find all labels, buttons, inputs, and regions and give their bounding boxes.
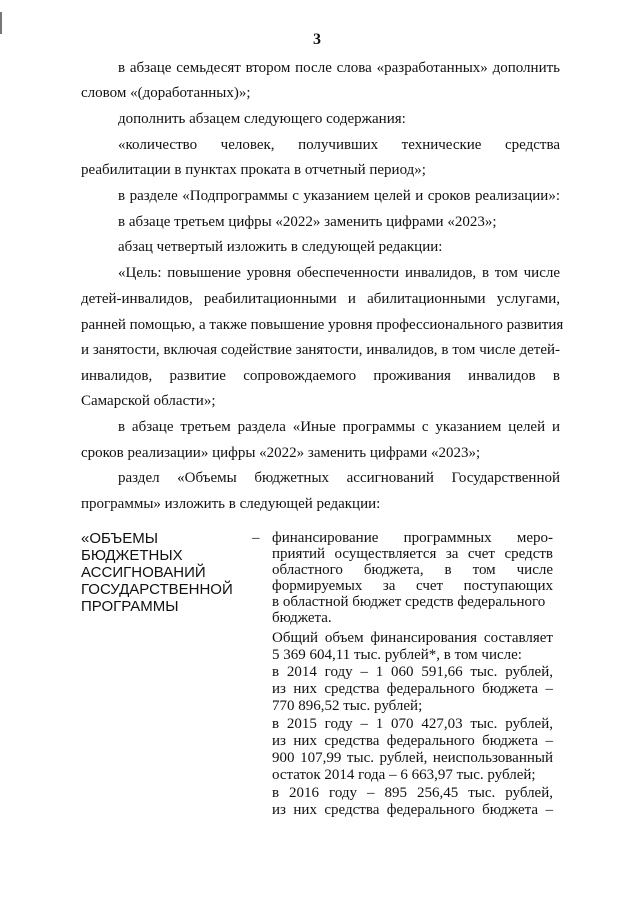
table-line: из них средства федерального бюджета – — [272, 802, 553, 818]
caption-line: АССИГНОВАНИЙ — [81, 564, 206, 581]
paragraph-line: Самарской области»; — [81, 393, 216, 409]
table-line: формируемых за счет поступающих — [272, 578, 553, 594]
paragraph-line: программы» изложить в следующей редакции: — [81, 496, 381, 512]
table-line: 5 369 604,11 тыс. рублей*, в том числе: — [272, 647, 522, 663]
table-line: областного бюджета, в том числе — [272, 562, 553, 578]
paragraph-line: словом «(доработанных)»; — [81, 85, 251, 101]
paragraph-line: «количество человек, получивших технические средства — [118, 137, 560, 153]
paragraph-line: детей-инвалидов, реабилитационными и абилитационными услугами, — [81, 291, 560, 307]
table-line: в 2014 году – 1 060 591,66 тыс. рублей, — [272, 664, 553, 680]
table-line: финансирование программных меро- — [272, 530, 553, 546]
paragraph-line: реабилитации в пунктах проката в отчетный период»; — [81, 162, 426, 178]
table-caption — [81, 530, 251, 615]
table-line: из них средства федерального бюджета – — [272, 681, 553, 697]
table-line: бюджета. — [272, 610, 332, 626]
table-line: приятий осуществляется за счет средств — [272, 546, 553, 562]
caption-line: «ОБЪЕМЫ — [81, 530, 159, 547]
paragraph-line: в абзаце третьем раздела «Иные программы с указанием целей и — [118, 419, 560, 435]
table-dash: – — [252, 530, 260, 546]
table-line: остаток 2014 года – 6 663,97 тыс. рублей; — [272, 767, 536, 783]
table-line: из них средства федерального бюджета – — [272, 733, 553, 749]
table-line: в 2016 году – 895 256,45 тыс. рублей, — [272, 785, 553, 801]
scan-margin-mark — [0, 12, 2, 34]
table-line: в областной бюджет средств федерального — [272, 594, 546, 610]
paragraph-line: раздел «Объемы бюджетных ассигнований Государственной — [118, 470, 560, 486]
paragraph-line: в абзаце семьдесят втором после слова «разработанных» дополнить — [118, 60, 560, 76]
caption-line: БЮДЖЕТНЫХ — [81, 547, 183, 564]
table-line: в 2015 году – 1 070 427,03 тыс. рублей, — [272, 716, 553, 732]
paragraph-line: абзац четвертый изложить в следующей редакции: — [118, 239, 443, 255]
table-line: 770 896,52 тыс. рублей; — [272, 698, 423, 714]
paragraph-line: и занятости, включая содействие занятости, инвалидов, в том числе детей- — [81, 342, 560, 358]
caption-line: ГОСУДАРСТВЕННОЙ — [81, 581, 233, 598]
page-number: 3 — [313, 31, 321, 48]
paragraph-line: инвалидов, развитие сопровождаемого проживания инвалидов в — [81, 368, 560, 384]
paragraph-line: «Цель: повышение уровня обеспеченности инвалидов, в том числе — [118, 265, 560, 281]
paragraph-line: в абзаце третьем цифры «2022» заменить цифрами «2023»; — [118, 214, 497, 230]
paragraph-line: сроков реализации» цифры «2022» заменить цифрами «2023»; — [81, 445, 481, 461]
paragraph-line: дополнить абзацем следующего содержания: — [118, 111, 406, 127]
table-line: Общий объем финансирования составляет — [272, 630, 553, 646]
paragraph-line: в разделе «Подпрограммы с указанием целей и сроков реализации»: — [118, 188, 560, 204]
table-line: 900 107,99 тыс. рублей, неиспользованный — [272, 750, 553, 766]
caption-line: ПРОГРАММЫ — [81, 598, 179, 615]
paragraph-line: ранней помощью, а также повышение уровня профессионального развития — [81, 317, 564, 333]
